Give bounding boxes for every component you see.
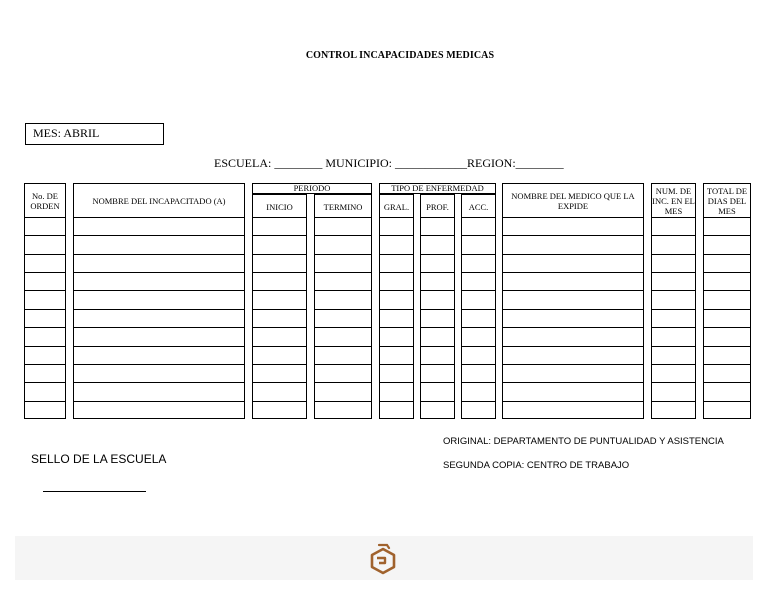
row-line xyxy=(503,254,643,255)
row-line xyxy=(315,346,371,347)
original-copy-note: ORIGINAL: DEPARTAMENTO DE PUNTUALIDAD Y ASISTENCIA xyxy=(443,436,724,447)
row-line xyxy=(380,272,413,273)
row-line xyxy=(421,309,454,310)
row-line xyxy=(704,254,750,255)
row-line xyxy=(421,235,454,236)
row-line xyxy=(74,235,244,236)
month-box: MES: ABRIL xyxy=(25,123,164,145)
row-line xyxy=(25,309,65,310)
column-num xyxy=(651,217,696,419)
row-line xyxy=(380,346,413,347)
row-line xyxy=(25,364,65,365)
row-line xyxy=(503,401,643,402)
row-line xyxy=(503,327,643,328)
row-line xyxy=(503,309,643,310)
header-termino-label: TERMINO xyxy=(323,201,363,212)
column-gral xyxy=(379,217,414,419)
header-gral xyxy=(379,194,414,218)
row-line xyxy=(704,346,750,347)
row-line xyxy=(253,327,306,328)
row-line xyxy=(25,254,65,255)
header-num xyxy=(651,183,696,218)
header-total-label: TOTAL DE DIAS DEL MES xyxy=(706,186,748,216)
row-line xyxy=(380,401,413,402)
row-line xyxy=(380,327,413,328)
row-line xyxy=(652,364,695,365)
header-medico xyxy=(502,183,644,218)
row-line xyxy=(253,382,306,383)
row-line xyxy=(315,309,371,310)
row-line xyxy=(74,401,244,402)
row-line xyxy=(253,401,306,402)
header-inicio xyxy=(252,194,307,218)
header-num-label: NUM. DE INC. EN EL MES xyxy=(652,186,695,216)
row-line xyxy=(380,382,413,383)
column-inicio xyxy=(252,217,307,419)
hex-logo-icon xyxy=(366,541,400,577)
row-line xyxy=(25,272,65,273)
header-total xyxy=(703,183,751,218)
row-line xyxy=(704,272,750,273)
row-line xyxy=(652,327,695,328)
row-line xyxy=(380,364,413,365)
row-line xyxy=(462,290,495,291)
row-line xyxy=(253,254,306,255)
row-line xyxy=(253,346,306,347)
header-medico-label: NOMBRE DEL MEDICO QUE LA EXPIDE xyxy=(511,191,635,211)
row-line xyxy=(421,401,454,402)
row-line xyxy=(503,235,643,236)
row-line xyxy=(704,309,750,310)
row-line xyxy=(25,346,65,347)
row-line xyxy=(25,290,65,291)
row-line xyxy=(421,382,454,383)
row-line xyxy=(503,272,643,273)
row-line xyxy=(652,382,695,383)
header-prof-label: PROF. xyxy=(426,201,449,212)
column-medico xyxy=(502,217,644,419)
row-line xyxy=(380,254,413,255)
header-termino xyxy=(314,194,372,218)
row-line xyxy=(315,327,371,328)
row-line xyxy=(503,364,643,365)
document-title: CONTROL INCAPACIDADES MEDICAS xyxy=(305,50,495,61)
row-line xyxy=(315,364,371,365)
row-line xyxy=(74,382,244,383)
header-prof xyxy=(420,194,455,218)
row-line xyxy=(25,327,65,328)
header-acc xyxy=(461,194,496,218)
second-copy-note: SEGUNDA COPIA: CENTRO DE TRABAJO xyxy=(443,460,630,471)
row-line xyxy=(462,346,495,347)
row-line xyxy=(652,309,695,310)
column-total xyxy=(703,217,751,419)
row-line xyxy=(462,309,495,310)
row-line xyxy=(704,235,750,236)
row-line xyxy=(462,235,495,236)
header-tipo: TIPO DE ENFERMEDAD xyxy=(379,183,496,194)
row-line xyxy=(503,346,643,347)
row-line xyxy=(315,290,371,291)
header-orden xyxy=(24,183,66,218)
column-acc xyxy=(461,217,496,419)
row-line xyxy=(421,346,454,347)
row-line xyxy=(462,401,495,402)
row-line xyxy=(380,290,413,291)
row-line xyxy=(462,272,495,273)
row-line xyxy=(25,401,65,402)
row-line xyxy=(503,382,643,383)
row-line xyxy=(462,364,495,365)
header-periodo: PERIODO xyxy=(252,183,372,194)
row-line xyxy=(253,290,306,291)
header-inicio-label: INICIO xyxy=(266,201,293,212)
signature-line xyxy=(43,491,146,492)
row-line xyxy=(253,309,306,310)
row-line xyxy=(462,382,495,383)
sello-label: SELLO DE LA ESCUELA xyxy=(31,452,167,466)
row-line xyxy=(652,254,695,255)
row-line xyxy=(315,401,371,402)
header-acc-label: ACC. xyxy=(468,201,489,212)
row-line xyxy=(652,401,695,402)
row-line xyxy=(74,309,244,310)
row-line xyxy=(652,346,695,347)
row-line xyxy=(462,254,495,255)
row-line xyxy=(315,382,371,383)
row-line xyxy=(25,235,65,236)
row-line xyxy=(315,272,371,273)
row-line xyxy=(652,290,695,291)
row-line xyxy=(704,327,750,328)
row-line xyxy=(652,272,695,273)
row-line xyxy=(74,272,244,273)
column-orden xyxy=(24,217,66,419)
row-line xyxy=(253,364,306,365)
row-line xyxy=(462,327,495,328)
row-line xyxy=(74,254,244,255)
row-line xyxy=(704,401,750,402)
column-nombre xyxy=(73,217,245,419)
row-line xyxy=(421,327,454,328)
row-line xyxy=(74,364,244,365)
header-gral-label: GRAL. xyxy=(383,201,410,212)
row-line xyxy=(25,382,65,383)
row-line xyxy=(652,235,695,236)
row-line xyxy=(315,254,371,255)
row-line xyxy=(421,272,454,273)
row-line xyxy=(503,290,643,291)
row-line xyxy=(421,254,454,255)
row-line xyxy=(421,364,454,365)
row-line xyxy=(253,272,306,273)
row-line xyxy=(253,235,306,236)
column-prof xyxy=(420,217,455,419)
row-line xyxy=(74,346,244,347)
header-nombre-label: NOMBRE DEL INCAPACITADO (A) xyxy=(92,196,226,206)
row-line xyxy=(421,290,454,291)
row-line xyxy=(704,290,750,291)
column-termino xyxy=(314,217,372,419)
row-line xyxy=(704,364,750,365)
row-line xyxy=(380,235,413,236)
row-line xyxy=(74,327,244,328)
row-line xyxy=(704,382,750,383)
row-line xyxy=(74,290,244,291)
row-line xyxy=(380,309,413,310)
header-orden-label: No. DE ORDEN xyxy=(30,191,60,211)
school-municipio-region-line: ESCUELA: ________ MUNICIPIO: ____________REGION:________ xyxy=(214,156,564,170)
header-nombre xyxy=(73,183,245,218)
row-line xyxy=(315,235,371,236)
